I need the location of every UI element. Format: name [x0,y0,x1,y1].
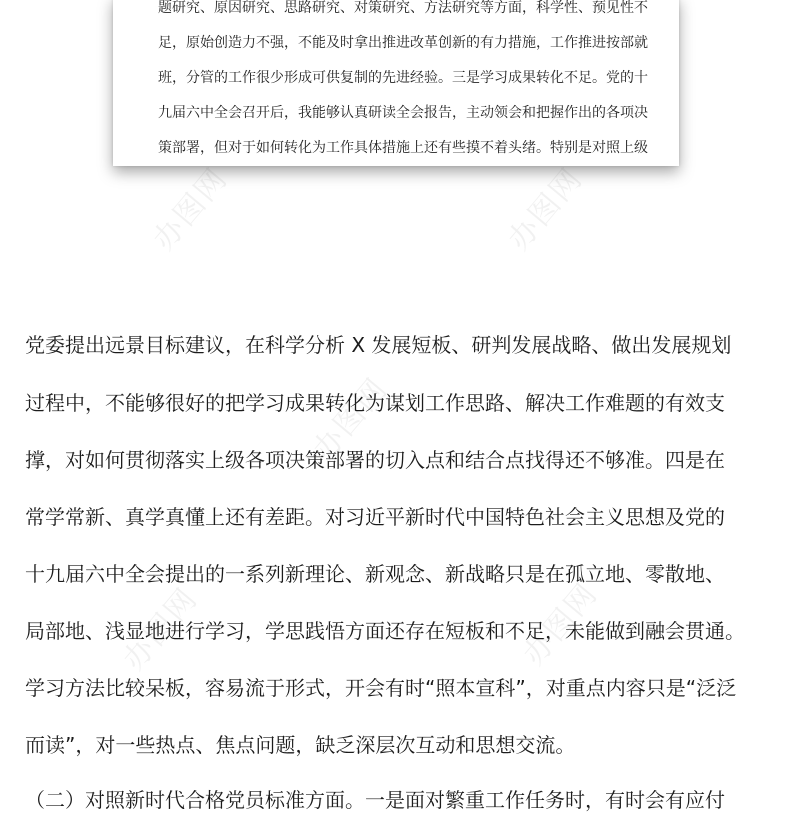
body-text-line: 十九届六中全会提出的一系列新理论、新观念、新战略只是在孤立地、零散地、 [25,562,725,586]
watermark: 办图网 [146,161,235,258]
card-text-line: 九届六中全会召开后，我能够认真研读全会报告，主动领会和把握作出的各项决 [158,105,648,121]
watermark: 办图网 [501,161,590,258]
body-text-line: 党委提出远景目标建议，在科学分析 X 发展短板、研判发展战略、做出发展规划 [25,333,732,357]
body-text-line: 局部地、浅显地进行学习，学思践悟方面还存在短板和不足，未能做到融会贯通。 [25,619,745,643]
card-text-line: 班，分管的工作很少形成可供复制的先进经验。三是学习成果转化不足。党的十 [158,70,648,86]
card-text-line: 题研究、原因研究、思路研究、对策研究、方法研究等方面，科学性、预见性不 [158,0,648,16]
card-text-line: 足，原始创造力不强，不能及时拿出推进改革创新的有力措施，工作推进按部就 [158,35,648,51]
body-text-line: 过程中，不能够很好的把学习成果转化为谋划工作思路、解决工作难题的有效支 [25,391,725,415]
watermark: 办图网 [306,371,395,468]
watermark: 办图网 [116,581,205,678]
document-preview-card [113,0,679,166]
watermark: 办图网 [516,576,605,673]
card-text-line: 策部署，但对于如何转化为工作具体措施上还有些摸不着头绪。特别是对照上级 [158,140,648,156]
body-text-line: 常学常新、真学真懂上还有差距。对习近平新时代中国特色社会主义思想及党的 [25,505,725,529]
body-text-line: 而读”，对一些热点、焦点问题，缺乏深层次互动和思想交流。 [25,733,576,757]
body-text-line: 学习方法比较呆板，容易流于形式，开会有时“照本宣科”，对重点内容只是“泛泛 [25,676,737,700]
body-text-line: （二）对照新时代合格党员标准方面。一是面对繁重工作任务时，有时会有应付 [25,788,725,812]
body-text-line: 撑，对如何贯彻落实上级各项决策部署的切入点和结合点找得还不够准。四是在 [25,448,725,472]
